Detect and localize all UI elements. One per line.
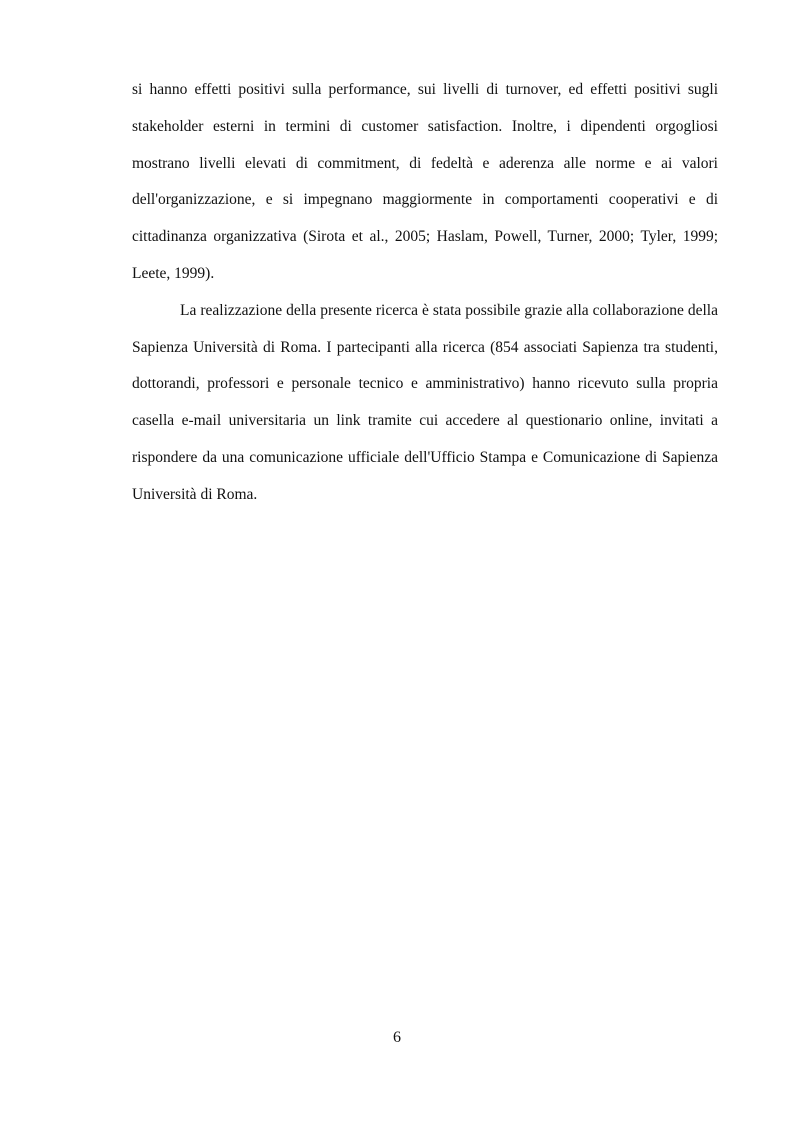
body-text <box>132 72 718 514</box>
page-number: 6 <box>393 1029 401 1046</box>
paragraph-research-collaboration: La realizzazione della presente ricerca è stata possibile grazie alla collaborazione della Sapienza Università di Roma. I partecipanti alla ricerca (854 associati Sapienza tra studenti, dottorandi, professori e personale tecnico e amministrativo) hanno ricevuto sulla propria casella e-mail universitaria un link tramite cui accedere al questionario online, invitati a rispondere da una comunicazione ufficiale dell'Ufficio Stampa e Comunicazione di Sapienza Università di Roma. <box>132 301 718 503</box>
paragraph-continuation: si hanno effetti positivi sulla performance, sui livelli di turnover, ed effetti positivi sugli stakeholder esterni in termini di customer satisfaction. Inoltre, i dipendenti orgogliosi mostrano livelli elevati di commitment, di fedeltà e aderenza alle norme e ai valori dell'organizzazione, e si impegnano maggiormente in comportamenti cooperativi e di cittadinanza organizzativa (Sirota et al., 2005; Haslam, Powell, Turner, 2000; Tyler, 1999; Leete, 1999). <box>132 81 718 282</box>
